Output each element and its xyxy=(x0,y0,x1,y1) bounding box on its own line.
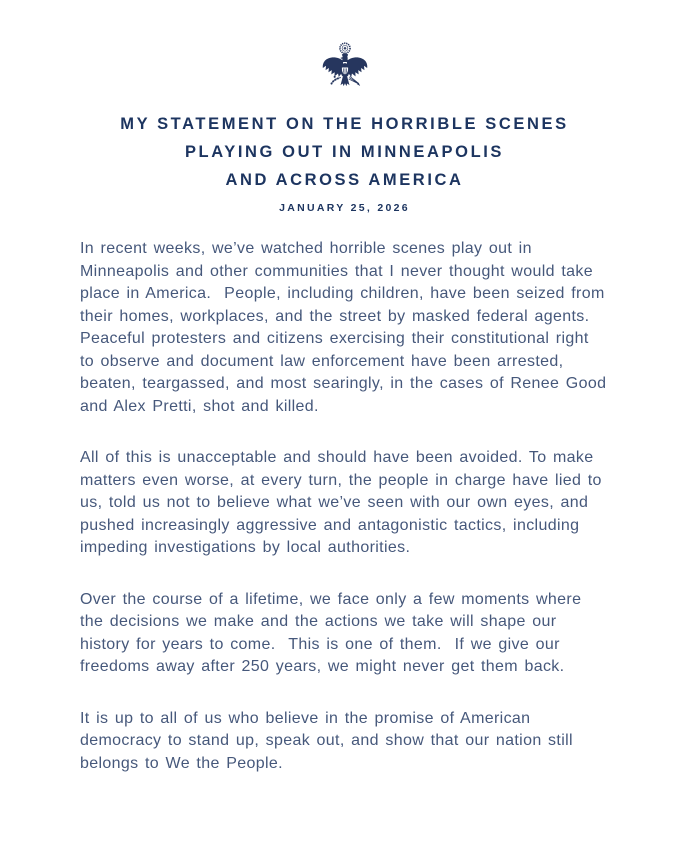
statement-paragraph-1: In recent weeks, we’ve watched horrible scenes play out in Minneapolis and other communities that I never thought would take place in America. People, including children, have been seized from their homes, workplaces, and the street by masked federal agents. Peaceful protesters and citizens exercising their constitutional right to observe and document law enforcement have been arrested, beaten, teargassed, and most searingly, in the cases of Renee Good and Alex Pretti, shot and killed. xyxy=(80,240,613,415)
statement-body xyxy=(80,238,613,775)
statement-paragraph-4: It is up to all of us who believe in the promise of American democracy to stand up, speak out, and show that our nation still belongs to We the People. xyxy=(80,709,580,772)
title-line-1: MY STATEMENT ON THE HORRIBLE SCENES xyxy=(120,115,569,133)
statement-paragraph-3: Over the course of a lifetime, we face only a few moments where the decisions we make and the actions we take will shape our history for years to come. This is one of them. If we give our freedoms away after 250 years, we might never get them back. xyxy=(80,590,588,675)
title-line-2: PLAYING OUT IN MINNEAPOLIS xyxy=(184,143,505,161)
statement-paragraph-2: All of this is unacceptable and should have been avoided. To make matters even worse, at every turn, the people in charge have lied to us, told us not to believe what we’ve seen with our own eyes, and pushed increasingly aggressive and antagonistic tactics, including impeding investigations by local authorities. xyxy=(80,449,609,556)
title-line-3: AND ACROSS AMERICA xyxy=(225,171,464,189)
statement-date: JANUARY 25, 2026 xyxy=(279,202,410,214)
great-seal-eagle-icon xyxy=(0,38,689,95)
page-title xyxy=(0,110,689,194)
